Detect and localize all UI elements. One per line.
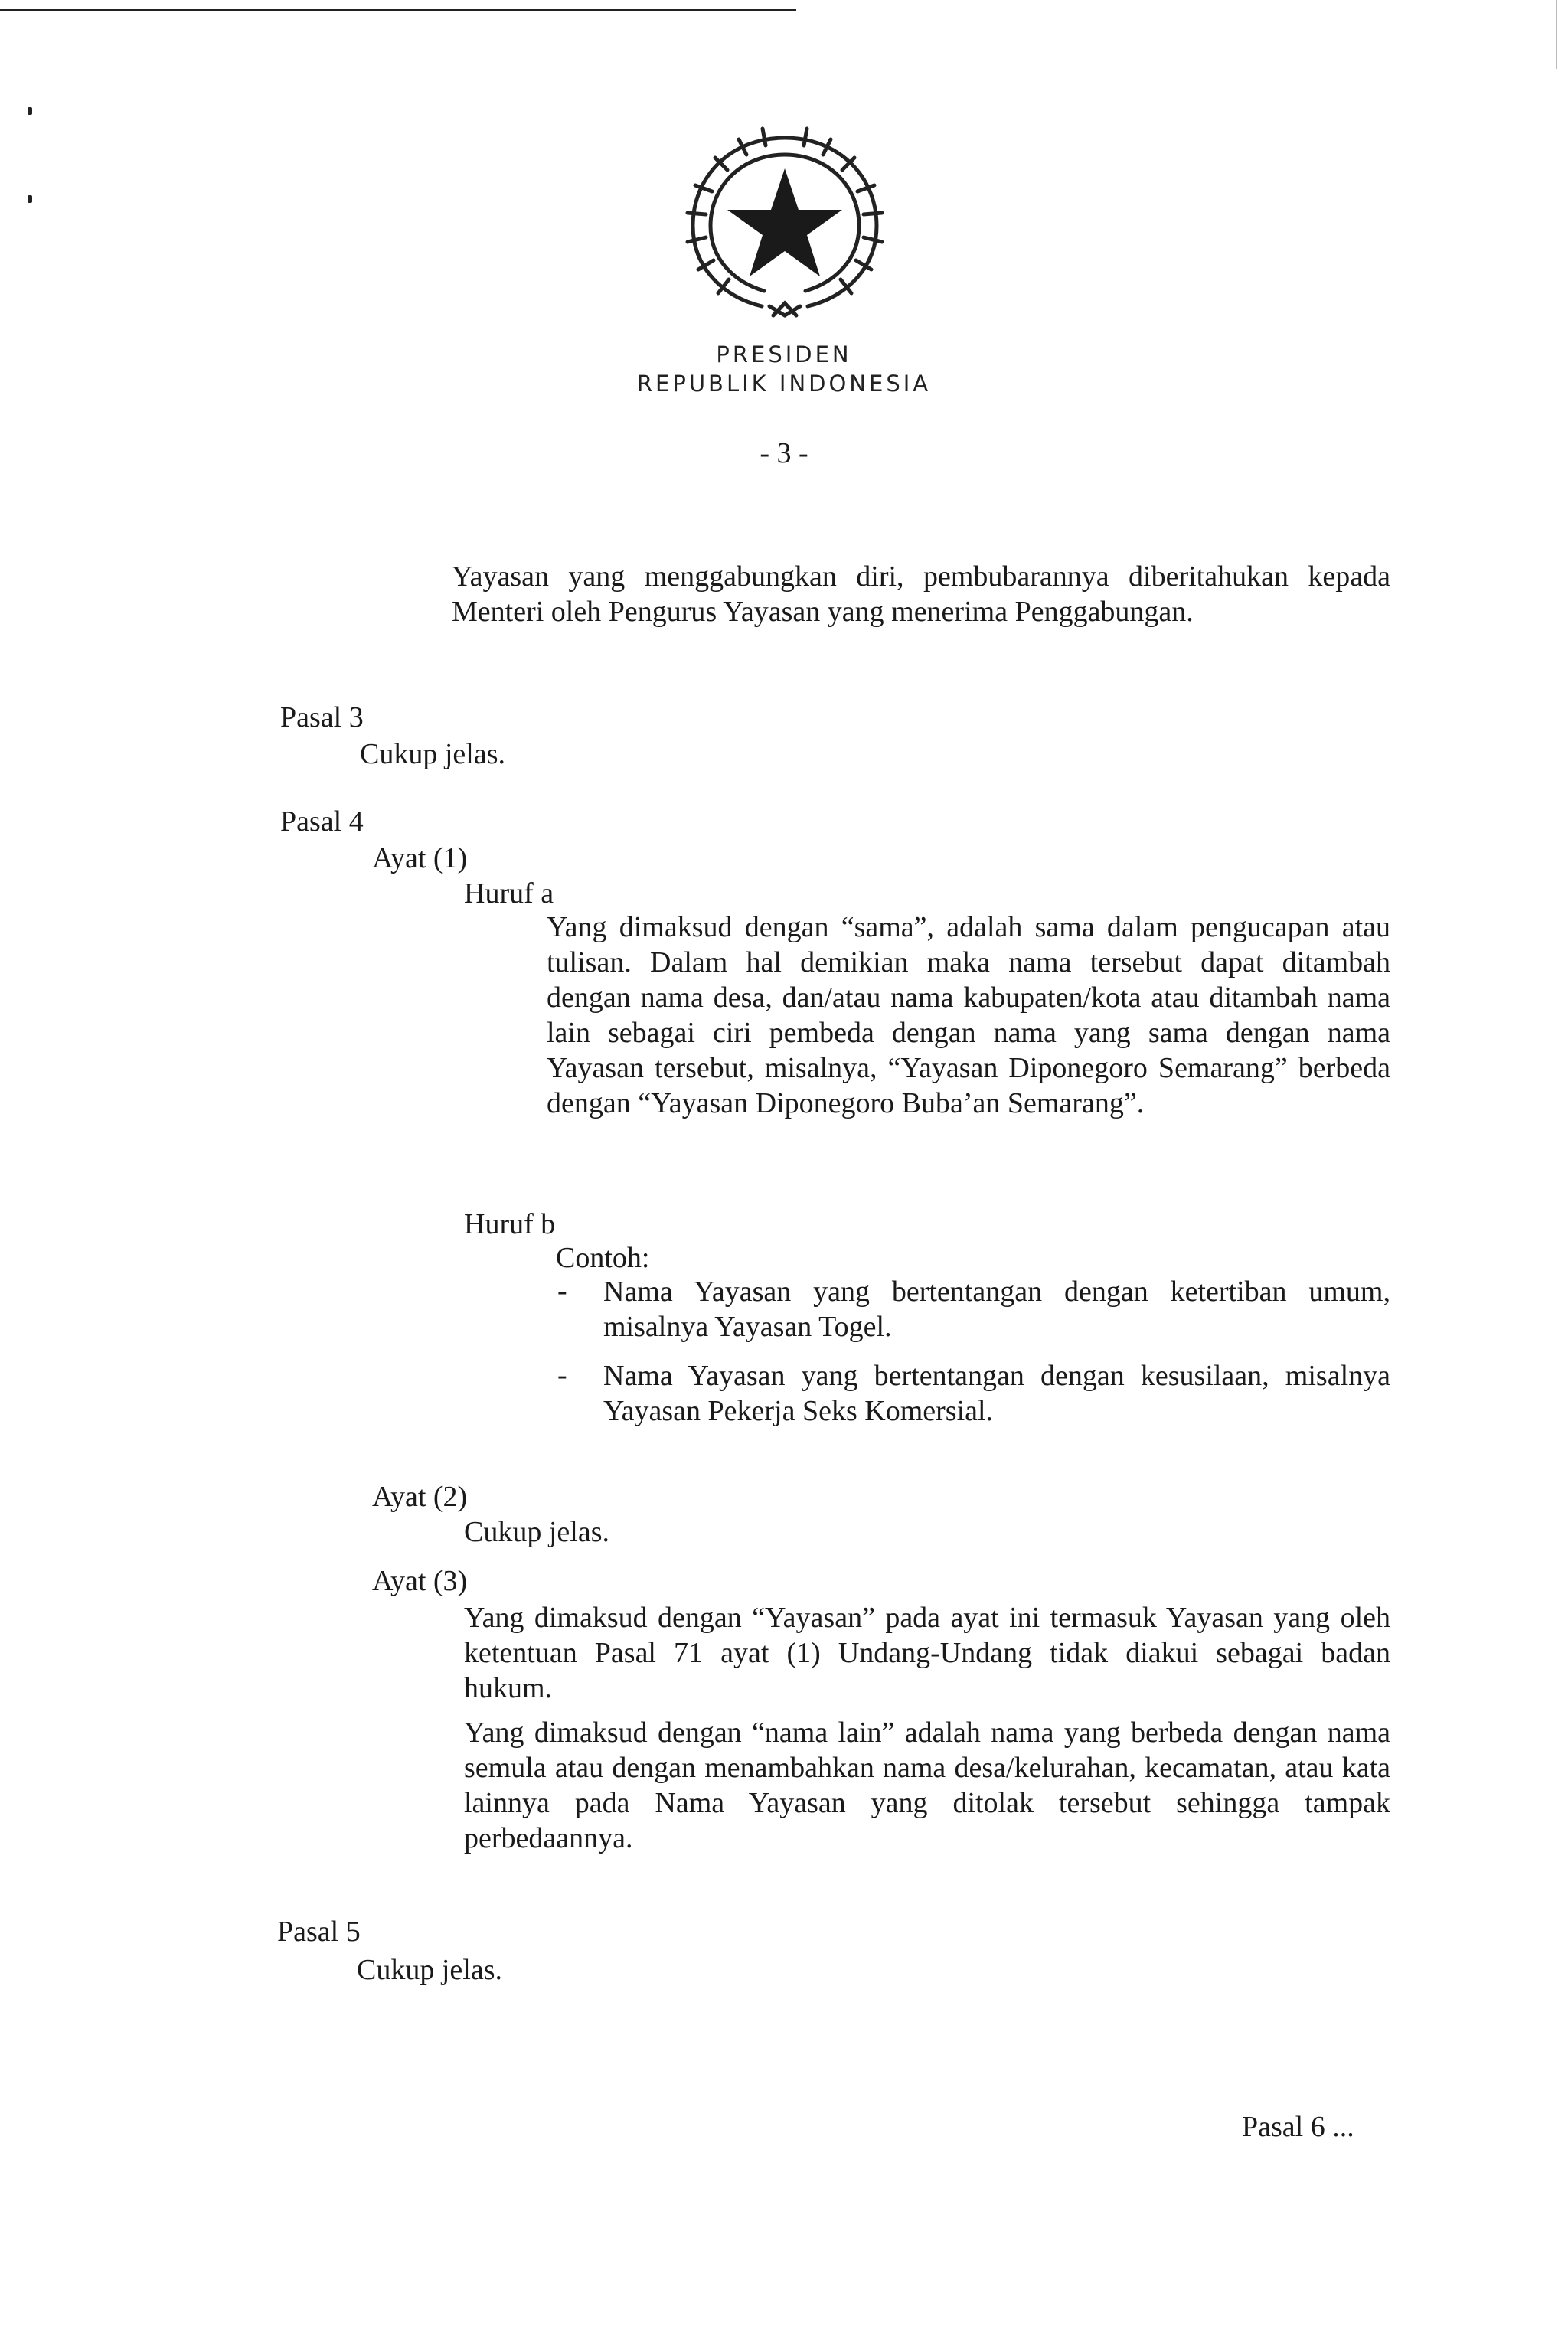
header-title: PRESIDEN [716,341,852,368]
huruf-a-paragraph: Yang dimaksud dengan “sama”, adalah sama dalam pengucapan atau tulisan. Dalam hal demikian maka nama tersebut dapat ditambah dengan nama desa, dan/atau nama kabupaten/kota atau ditambah nama lain sebagai ciri pembeda dengan nama yang sama dengan nama Yayasan tersebut, misalnya, “Yayasan Diponegoro Semarang” berbeda dengan “Yayasan Diponegoro Buba’an Semarang”. [547,911,1390,1119]
scan-mark [28,107,32,115]
ayat-2-heading: Ayat (2) [372,1481,468,1513]
list-bullet: - [557,1359,567,1391]
ayat-3-heading: Ayat (3) [372,1565,468,1597]
header-subtitle: REPUBLIK INDONESIA [636,371,932,397]
pasal-5-heading: Pasal 5 [277,1916,361,1948]
ayat-1-heading: Ayat (1) [372,842,468,874]
scan-border-line [0,9,796,11]
scan-edge [1556,0,1557,69]
ayat-3-paragraph-2: Yang dimaksud dengan “nama lain” adalah nama yang berbeda dengan nama semula atau dengan menambahkan nama desa/kelurahan, kecamatan, atau kata lainnya pada Nama Yayasan yang ditolak tersebut sehingga tampak perbedaannya. [464,1717,1390,1854]
continuation-footer: Pasal 6 ... [1242,2111,1354,2143]
huruf-b-heading: Huruf b [464,1208,556,1240]
pasal-4-heading: Pasal 4 [280,805,364,838]
list-item: Nama Yayasan yang bertentangan dengan ketertiban umum, misalnya Yayasan Togel. [603,1276,1390,1343]
ayat-2-text: Cukup jelas. [464,1516,609,1548]
intro-paragraph: Yayasan yang menggabungkan diri, pembubarannya diberitahukan kepada Menteri oleh Pengurus Yayasan yang menerima Penggabungan. [452,560,1390,628]
presidential-emblem-icon [658,115,911,329]
scan-mark [28,195,32,203]
page-number: - 3 - [760,437,808,469]
pasal-3-heading: Pasal 3 [280,701,364,733]
huruf-a-heading: Huruf a [464,877,554,910]
ayat-3-paragraph-1: Yang dimaksud dengan “Yayasan” pada ayat ini termasuk Yayasan yang oleh ketentuan Pasal 71 ayat (1) Undang-Undang tidak diakui sebagai badan hukum. [464,1602,1390,1704]
contoh-label: Contoh: [556,1242,650,1274]
pasal-3-text: Cukup jelas. [360,738,505,770]
list-bullet: - [557,1275,567,1307]
pasal-5-text: Cukup jelas. [357,1954,502,1986]
list-item: Nama Yayasan yang bertentangan dengan kesusilaan, misalnya Yayasan Pekerja Seks Komersial. [603,1360,1390,1427]
